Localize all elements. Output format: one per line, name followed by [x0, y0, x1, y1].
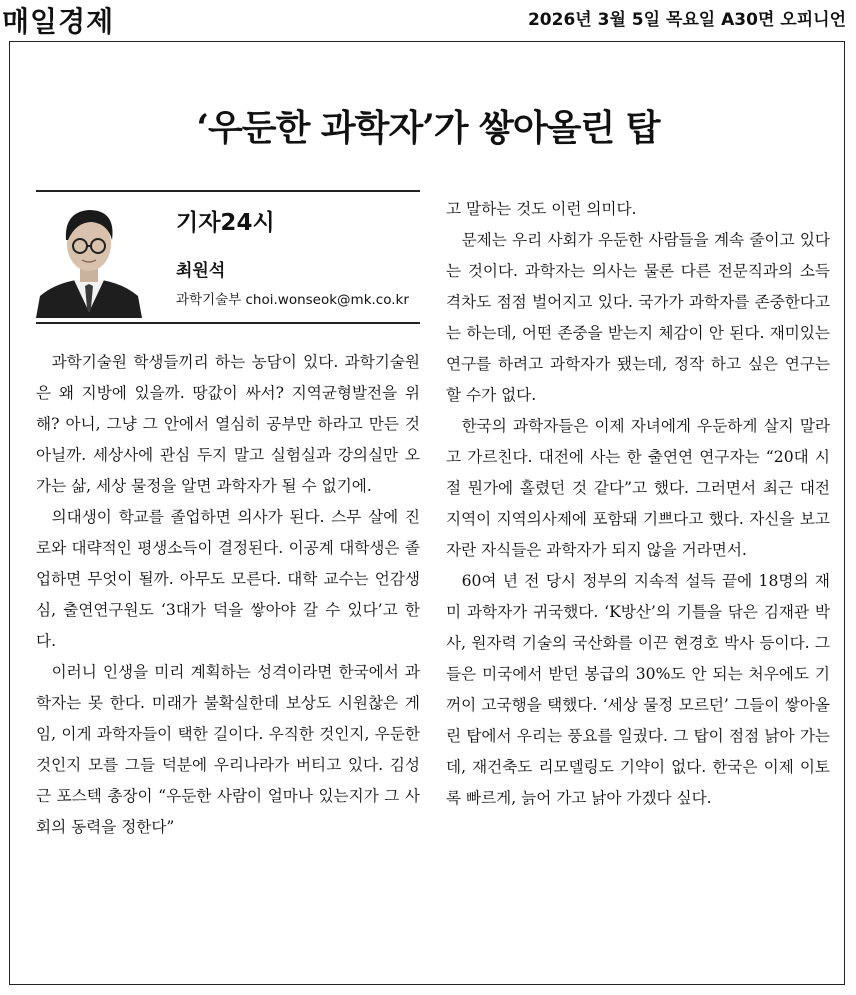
reporter-portrait-icon: [36, 200, 142, 318]
masthead: [0, 0, 856, 36]
paragraph: 한국의 과학자들은 이제 자녀에게 우둔하게 살지 말라고 가르친다. 대전에 사는 한 출연연 연구자는 “20대 시절 뭔가에 홀렸던 것 같다”고 했다. 그러면서 최근 대전 지역이 지역의사제에 포함돼 기쁘다고 했다. 자신을 보고 자란 자식들은 과학자가 되지 않을 거라면서.: [446, 417, 830, 559]
newspaper-name: 매일경제: [2, 5, 115, 38]
article-headline: ‘우둔한 과학자’가 쌓아올린 탑: [196, 107, 660, 149]
writer-name: 최원석: [176, 261, 226, 281]
paragraph-continuation: 고 말하는 것도 이런 의미다.: [446, 200, 637, 218]
dateline: 2026년 3월 5일 목요일 A30면 오피니언: [527, 10, 846, 30]
byline-box: [36, 190, 420, 324]
article-body-left-column: [36, 347, 420, 843]
paragraph: 과학기술원 학생들끼리 하는 농담이 있다. 과학기술원은 왜 지방에 있을까. 땅값이 싸서? 지역균형발전을 위해? 아니, 그냥 그 안에서 열심히 공부만 하라고 만든 것 아닐까. 세상사에 관심 두지 말고 실험실과 강의실만 오가는 삶, 세상 물정을 알면 과학자가 될 수 없기에.: [36, 353, 420, 495]
paragraph: 의대생이 학교를 졸업하면 의사가 된다. 스무 살에 진로와 대략적인 평생소득이 결정된다. 이공계 대학생은 졸업하면 무엇이 될까. 아무도 모른다. 대학 교수는 언감생심, 출연연구원도 ‘3대가 덕을 쌓아야 갈 수 있다’고 한다.: [36, 508, 420, 650]
paragraph: 이러니 인생을 미리 계획하는 성격이라면 한국에서 과학자는 못 한다. 미래가 불확실한데 보상도 시원찮은 게임, 이게 과학자들이 택한 길이다. 우직한 것인지, 우둔한 것인지 모를 그들 덕분에 우리나라가 버티고 있다. 김성근 포스텍 총장이 “우둔한 사람이 얼마나 있는지가 그 사회의 동력을 정한다”: [36, 663, 420, 836]
article-body-right-column: [446, 194, 830, 814]
writer-department-email: 과학기술부 choi.wonseok@mk.co.kr: [176, 292, 409, 308]
paragraph: 60여 년 전 당시 정부의 지속적 설득 끝에 18명의 재미 과학자가 귀국했다. ‘K방산’의 기틀을 닦은 김재관 박사, 원자력 기술의 국산화를 이끈 현경호 박사 등이다. 그들은 미국에서 받던 봉급의 30%도 안 되는 처우에도 기꺼이 고국행을 택했다. ‘세상 물정 모르던’ 그들이 쌓아올린 탑에서 우리는 풍요를 일궜다. 그 탑이 점점 낡아 가는데, 재건축도 리모델링도 기약이 없다. 한국은 이제 이토록 빠르게, 늙어 가고 낡아 가겠다 싶다.: [446, 572, 830, 807]
paragraph: 문제는 우리 사회가 우둔한 사람들을 계속 줄이고 있다는 것이다. 과학자는 의사는 물론 다른 전문직과의 소득 격차도 점점 벌어지고 있다. 국가가 과학자를 존중한다고는 하는데, 어떤 존중을 받는지 체감이 안 된다. 재미있는 연구를 하려고 과학자가 됐는데, 정작 하고 싶은 연구는 할 수가 없다.: [446, 231, 830, 404]
column-label: 기자24시: [176, 210, 275, 236]
